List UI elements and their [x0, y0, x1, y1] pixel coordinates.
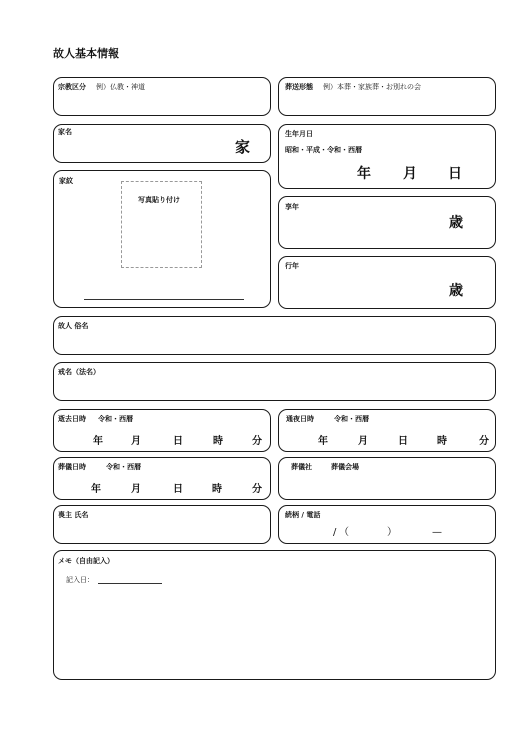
funeral-day: 日 — [173, 484, 183, 495]
religion-example: 例）仏教・神道 — [96, 83, 145, 91]
death-year: 年 — [93, 436, 103, 447]
phone-dash: — — [432, 527, 442, 538]
photo-placeholder-label: 写真貼り付け — [138, 196, 180, 204]
age-kyonen-field[interactable] — [278, 196, 496, 249]
crest-label: 家紋 — [59, 177, 73, 185]
funeral-type-example: 例）本葬・家族葬・お別れの会 — [323, 83, 421, 91]
age-gyonen-field[interactable] — [278, 256, 496, 309]
chief-mourner-label: 喪主 氏名 — [58, 511, 89, 519]
phone-slash: / — [333, 527, 337, 538]
wake-month: 月 — [358, 436, 368, 447]
funeral-date-label: 葬儀日時 — [58, 463, 86, 471]
wake-minute: 分 — [479, 436, 489, 447]
death-hour: 時 — [213, 436, 223, 447]
wake-day: 日 — [398, 436, 408, 447]
wake-hour: 時 — [437, 436, 447, 447]
birth-eras: 昭和・平成・令和・西暦 — [285, 146, 362, 154]
funeral-venue-label: 葬儀会場 — [331, 463, 359, 471]
phone-paren-open: （ — [339, 527, 349, 538]
funeral-month: 月 — [131, 484, 141, 495]
death-minute: 分 — [252, 436, 262, 447]
relation-phone-label: 続柄 / 電話 — [285, 511, 321, 519]
wake-date-eras: 令和・西暦 — [334, 415, 369, 423]
memo-label: メモ（自由記入） — [58, 557, 114, 565]
family-name-label: 家名 — [58, 128, 72, 136]
wake-date-label: 通夜日時 — [286, 415, 314, 423]
memo-field[interactable] — [53, 550, 496, 680]
customary-name-field[interactable] — [53, 316, 496, 355]
religion-label: 宗教区分 — [58, 83, 86, 91]
age-kyonen-unit: 歳 — [449, 215, 463, 231]
phone-paren-close: ） — [387, 527, 397, 538]
crest-underline — [84, 299, 244, 300]
funeral-date-eras: 令和・西暦 — [106, 463, 141, 471]
memo-entry-date-label: 記入日： — [66, 576, 94, 584]
customary-name-label: 故人 俗名 — [58, 322, 89, 330]
death-date-label: 逝去日時 — [58, 415, 86, 423]
birth-day: 日 — [448, 166, 462, 182]
birth-month: 月 — [403, 166, 417, 182]
wake-year: 年 — [318, 436, 328, 447]
memo-entry-date-line — [98, 583, 162, 584]
family-name-suffix: 家 — [235, 138, 251, 156]
funeral-company-label: 葬儀社 — [291, 463, 312, 471]
page-title: 故人基本情報 — [53, 47, 119, 60]
death-day: 日 — [173, 436, 183, 447]
age-gyonen-label: 行年 — [285, 262, 299, 270]
photo-placeholder-box[interactable] — [121, 181, 202, 268]
funeral-minute: 分 — [252, 484, 262, 495]
birth-label: 生年月日 — [285, 130, 313, 138]
birth-year: 年 — [357, 166, 371, 182]
death-date-eras: 令和・西暦 — [98, 415, 133, 423]
funeral-hour: 時 — [212, 484, 222, 495]
funeral-year: 年 — [91, 484, 101, 495]
age-gyonen-unit: 歳 — [449, 283, 463, 299]
death-month: 月 — [131, 436, 141, 447]
age-kyonen-label: 享年 — [285, 203, 299, 211]
posthumous-name-field[interactable] — [53, 362, 496, 401]
posthumous-name-label: 戒名（法名） — [58, 368, 100, 376]
funeral-type-label: 葬送形態 — [285, 83, 313, 91]
